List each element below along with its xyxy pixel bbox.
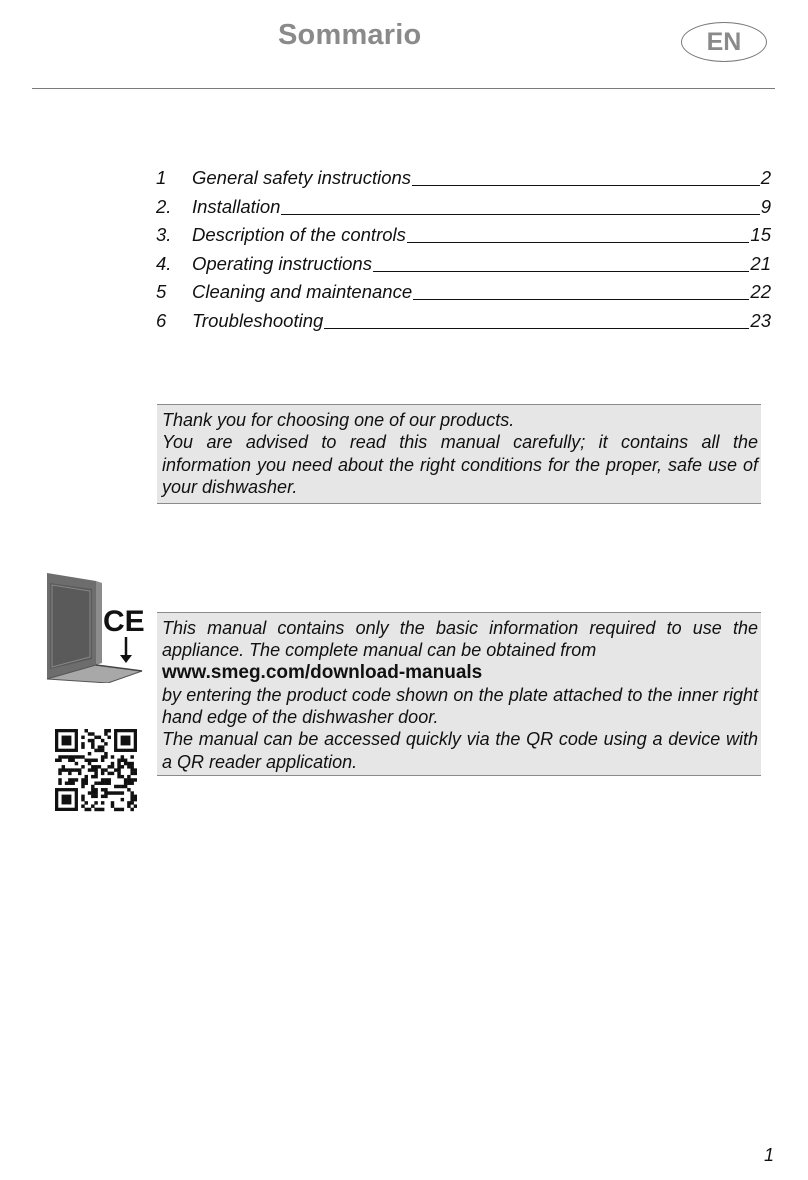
qr-code-icon[interactable] xyxy=(55,729,137,813)
table-of-contents xyxy=(156,167,771,339)
toc-leader-line xyxy=(281,214,759,215)
toc-item-page: 23 xyxy=(750,309,771,331)
qr-access-text: The manual can be accessed quickly via the QR code using a device with a QR reader application. xyxy=(162,729,758,772)
manual-info-box xyxy=(157,612,761,776)
toc-item[interactable] xyxy=(156,167,771,196)
toc-item-page: 2 xyxy=(760,167,771,188)
toc-item-page: 15 xyxy=(750,224,771,246)
toc-item-number: 6 xyxy=(156,309,167,331)
intro-note-box xyxy=(157,404,761,504)
intro-advice-text: You are advised to read this manual carefully; it contains all the information you need about the right conditions for the proper, safe use of your dishwasher. xyxy=(162,432,758,497)
toc-item-number: 2. xyxy=(156,195,172,217)
toc-item-label: General safety instructions xyxy=(192,167,412,188)
dishwasher-ce-plate-icon xyxy=(46,571,144,683)
toc-item[interactable] xyxy=(156,310,771,339)
manual-info-text: This manual contains only the basic information required to use the appliance. The complete manual can be obtained from xyxy=(162,618,758,661)
toc-item-label: Troubleshooting xyxy=(192,309,324,331)
toc-leader-line xyxy=(413,299,749,300)
toc-item-number: 1 xyxy=(156,167,167,188)
toc-leader-line xyxy=(324,328,749,329)
toc-item-label: Description of the controls xyxy=(192,224,406,246)
toc-item-number: 3. xyxy=(156,224,172,246)
toc-item-number: 4. xyxy=(156,252,172,274)
svg-text:CE: CE xyxy=(103,605,144,638)
toc-item[interactable] xyxy=(156,224,771,253)
toc-item[interactable] xyxy=(156,253,771,282)
toc-item-label: Installation xyxy=(192,195,281,217)
toc-leader-line xyxy=(373,271,749,272)
toc-item[interactable] xyxy=(156,281,771,310)
toc-item-page: 22 xyxy=(750,281,771,303)
toc-item-number: 5 xyxy=(156,281,167,303)
product-code-text: by entering the product code shown on the plate attached to the inner right hand edge of the dishwasher door. xyxy=(162,684,758,728)
toc-leader-line xyxy=(412,185,760,186)
manual-download-link[interactable]: www.smeg.com/download-manuals xyxy=(162,661,483,683)
toc-item-label: Cleaning and maintenance xyxy=(192,281,413,303)
toc-item-label: Operating instructions xyxy=(192,252,372,274)
toc-leader-line xyxy=(407,242,750,243)
toc-item-page: 9 xyxy=(760,195,771,217)
header-divider xyxy=(32,88,775,89)
page-number: 1 xyxy=(764,1145,775,1165)
language-badge: EN xyxy=(681,22,767,62)
toc-item[interactable] xyxy=(156,196,771,225)
toc-item-page: 21 xyxy=(750,252,771,274)
intro-thanks-text: Thank you for choosing one of our products. xyxy=(162,410,515,430)
page-title: Sommario xyxy=(278,19,422,51)
